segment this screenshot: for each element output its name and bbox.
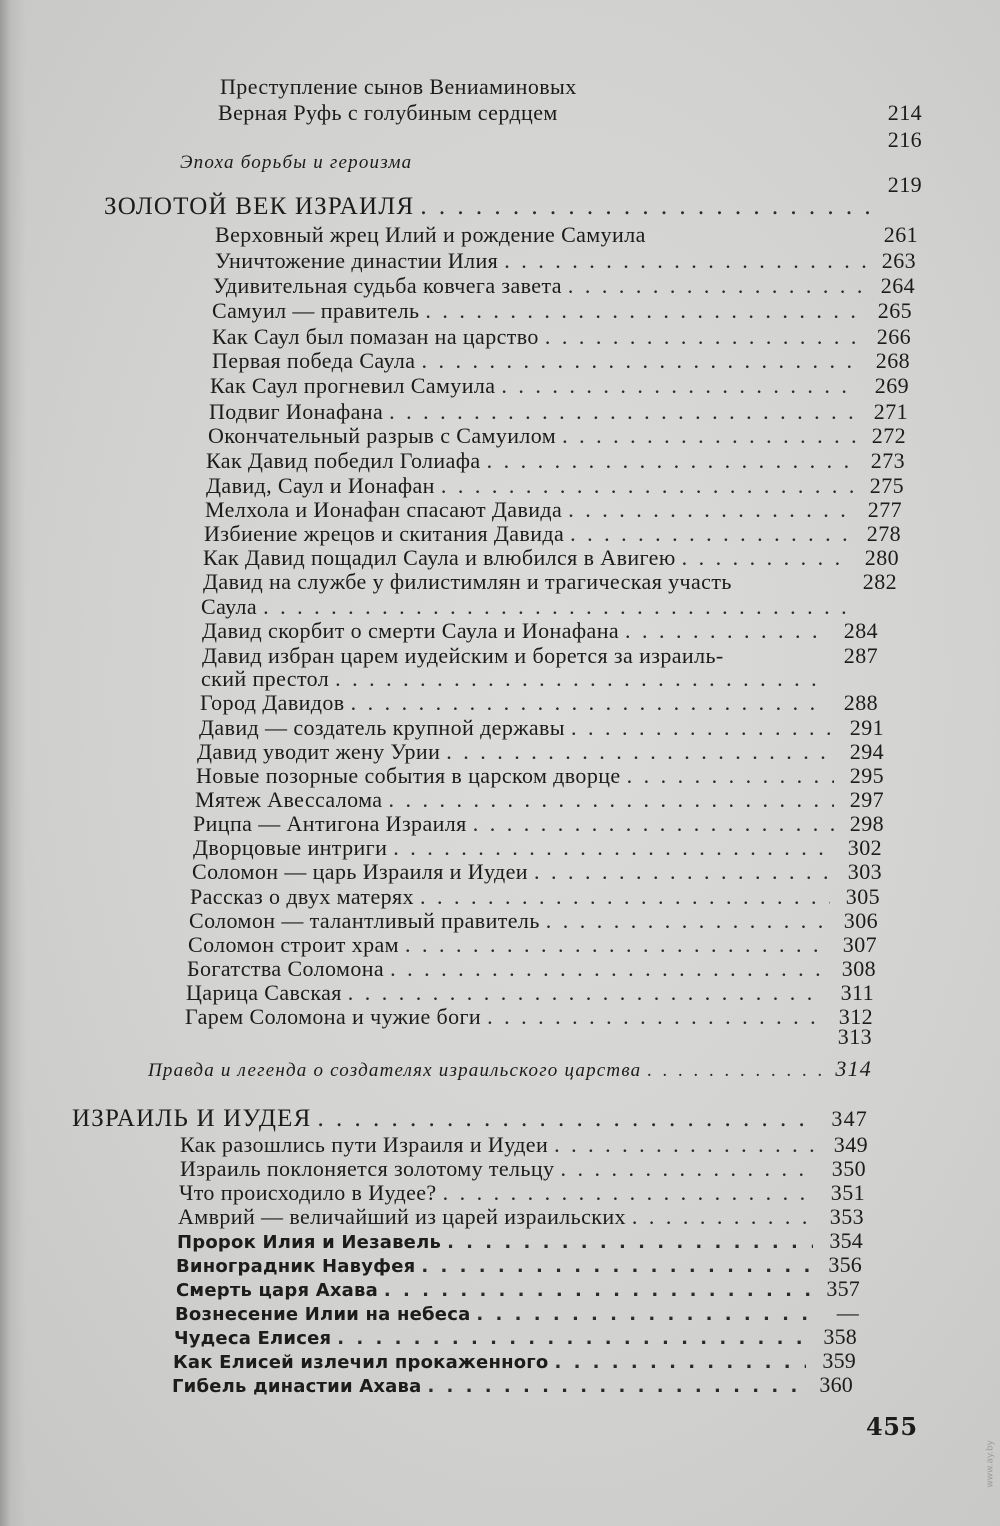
leader-dots [393,835,832,861]
leader-dots [627,763,834,789]
toc-entry-page: 214 [887,100,922,125]
toc-entry [192,859,882,885]
toc-entry-page: 359 [822,1348,856,1373]
leader-dots [534,859,832,885]
leader-dots [421,348,860,374]
toc-entry-page: 273 [870,448,905,473]
toc-entry-title: Давид уводит жену Урии [197,739,441,764]
toc-entry-page: 307 [842,932,877,957]
toc-entry-title: ский престол [201,666,330,691]
toc-entry [200,690,878,716]
leader-dots [348,980,824,1006]
toc-entry-page: 216 [887,127,922,152]
toc-entry-title: Мелхола и Ионафан спасают Давида [205,497,563,522]
leader-dots [351,690,828,716]
toc-entry [199,715,884,741]
toc-entry-title: Подвиг Ионафана [209,399,384,424]
toc-entry [204,521,901,547]
toc-entry-page: 298 [849,811,884,836]
leader-dots [427,1374,803,1400]
toc-entry-page: 358 [823,1324,857,1349]
toc-entry [218,100,922,126]
leader-dots [504,248,866,274]
toc-entry [212,298,912,324]
toc-entry-page: 266 [876,324,911,349]
toc-entry-page: 350 [831,1156,866,1181]
toc-entry-title: Виноградник Навуфея [176,1256,416,1277]
toc-entry [212,348,910,374]
toc-entry-page: 288 [843,690,878,715]
toc-entry [197,739,884,765]
toc-entry-page: 261 [883,222,918,247]
leader-dots [625,618,828,644]
toc-entry-title: Как Давид победил Голиафа [206,448,481,473]
leader-dots [388,787,834,813]
toc-entry-page: 357 [826,1276,860,1301]
toc-entry [180,1156,866,1182]
toc-entry-title: Что происходило в Иудее? [179,1180,437,1205]
leader-dots [632,1204,814,1230]
toc-entry-title: Израиль поклоняется золотому тельцу [180,1156,555,1181]
toc-entry-page: 305 [845,884,880,909]
toc-entry-title: Правда и легенда о создателях израильского царства [148,1060,642,1081]
toc-entry-page: 264 [880,273,915,298]
toc-entry-page: 284 [843,618,878,643]
toc-entry-title: Как Елисей излечил прокаженного [173,1352,549,1373]
toc-entry-title: Богатства Соломона [187,956,385,981]
toc-entry-title: Царица Савская [186,980,342,1005]
toc-entry [209,399,908,425]
toc-summary-entry [148,1056,872,1084]
toc-entry-title: Чудеса Елисея [174,1328,332,1349]
toc-entry-title: Давид скорбит о смерти Саула и Ионафана [202,618,620,643]
toc-entry-page: 271 [873,399,908,424]
leader-dots [335,666,828,692]
toc-entry-title: Дворцовые интриги [193,835,388,860]
toc-entry [172,1372,853,1400]
toc-entry-page: 311 [840,980,874,1005]
toc-entry [187,956,876,982]
toc-entry-title: Вознесение Илии на небеса [175,1304,471,1325]
toc-entry [185,1024,872,1050]
leader-dots [568,497,852,523]
leader-dots [545,324,861,350]
toc-entry-title: Соломон — царь Израиля и Иудеи [192,859,528,884]
toc-entry-title: Преступление сынов Вениаминовых [220,74,577,99]
toc-entry-page: 278 [866,521,901,546]
toc-entry-title: Гарем Соломона и чужие боги [185,1004,482,1029]
toc-entry [202,618,878,644]
toc-entry-page: 280 [864,545,899,570]
toc-entry-page: 306 [843,908,878,933]
toc-entry-title: Как разошлись пути Израиля и Иудеи [180,1132,549,1157]
toc-entry [178,1204,864,1230]
leader-dots [420,884,830,910]
toc-entry-page: 314 [835,1056,872,1081]
toc-entry-title: Удивительная судьба ковчега завета [213,273,562,298]
toc-entry-page: 360 [819,1372,853,1397]
toc-entry [203,569,897,595]
toc-entry-page: 295 [849,763,884,788]
leader-dots [546,908,828,934]
leader-dots [390,956,826,982]
toc-part-heading [72,1106,868,1132]
toc-entry-page: 303 [847,859,882,884]
toc-entry-title: Верховный жрец Илий и рождение Самуила [215,222,646,247]
toc-entry-title: Город Давидов [200,690,345,715]
toc-entry [206,448,905,474]
leader-dots [317,1106,818,1132]
toc-entry-title: Давид избран царем иудейским и борется за израиль- [202,643,724,668]
toc-entry-title: Рицпа — Антигона Израиля [193,811,467,836]
toc-entry [215,248,916,274]
toc-entry-page: 277 [867,497,902,522]
toc-entry [186,980,874,1006]
toc-entry-title: Мятеж Авессалома [195,787,383,812]
toc-entry-page: 351 [830,1180,865,1205]
toc-entry-title: Новые позорные события в царском дворце [196,763,621,788]
toc-entry-page: 312 [838,1004,873,1029]
toc-entry-title: Соломон — талантливый правитель [189,908,540,933]
toc-entry-title: Как Саул был помазан на царство [212,324,539,349]
leader-dots [501,373,859,399]
toc-entry-page: 219 [887,172,922,197]
toc-entry [201,594,897,620]
toc-entry-title: ИЗРАИЛЬ И ИУДЕЯ [72,1105,312,1132]
toc-entry-title: Смерть царя Ахава [176,1280,378,1301]
toc-entry [195,787,884,813]
toc-entry-title: Как Давид пощадил Саула и влюбился в Авигею [203,545,676,570]
leader-dots [571,715,834,741]
leader-dots [682,545,849,571]
toc-entry-title: Давид, Саул и Ионафан [206,473,435,498]
leader-dots [487,448,855,474]
toc-entry [179,1180,865,1206]
leader-dots [425,298,862,324]
toc-entry-title: Верная Руфь с голубиным сердцем [218,100,558,125]
toc-entry-page: 268 [875,348,910,373]
toc-entry-title: Давид — создатель крупной державы [199,715,565,740]
toc-entry [196,763,884,789]
leader-dots [443,1180,815,1206]
toc-entry [210,373,909,399]
leader-dots [389,399,858,425]
toc-entry-title: Пророк Илия и Иезавель [177,1232,442,1253]
toc-entry-page: 356 [828,1252,862,1277]
leader-dots [570,521,851,547]
toc-entry-title: Давид на службе у филистимлян и трагическая участь [203,569,732,594]
leader-dots [405,932,827,958]
leader-dots [420,194,872,220]
toc-entry-page: 302 [847,835,882,860]
toc-entry-page: 275 [869,473,904,498]
toc-entry [188,932,877,958]
toc-entry-title: Первая победа Саула [212,348,416,373]
toc-entry-title: Окончательный разрыв с Самуилом [208,423,557,448]
page-number: 455 [866,1412,918,1441]
toc-entry-page: 265 [877,298,912,323]
toc-entry-page: 349 [833,1132,868,1157]
toc-entry [189,908,878,934]
toc-entry-title: Уничтожение династии Илия [215,248,499,273]
toc-entry-page: — [836,1300,859,1325]
leader-dots [473,811,834,837]
toc-entry-page: 287 [843,643,878,668]
toc-entry [193,835,882,861]
toc-entry-page: 263 [881,248,916,273]
toc-entry-page: 294 [849,739,884,764]
toc-entry [205,497,902,523]
toc-entry [208,423,906,449]
leader-dots [560,1156,816,1182]
toc-entry-title: Соломон строит храм [188,932,399,957]
toc-entry [212,324,911,350]
toc-entry [193,811,884,837]
watermark-text: www.ay.by [986,1440,996,1488]
toc-entry [213,273,915,299]
leader-dots [562,423,856,449]
toc-entry [215,222,918,248]
toc-entry-page: 347 [831,1106,868,1131]
toc-entry-page: 269 [874,373,909,398]
toc-entry-page: 291 [849,715,884,740]
toc-part-heading [104,194,922,220]
toc-entry-page: 272 [871,423,906,448]
toc-entry [201,666,878,692]
toc-entry-page: 353 [829,1204,864,1229]
leader-dots [441,473,854,499]
toc-entry [203,545,899,571]
toc-entry-page: 354 [829,1228,863,1253]
toc-entry [180,1132,868,1158]
toc-entry-page: 313 [837,1024,872,1049]
toc-entry-title: ЗОЛОТОЙ ВЕК ИЗРАИЛЯ [104,193,415,220]
toc-entry-page: 297 [849,787,884,812]
leader-dots [647,1058,822,1084]
toc-entry-title: Избиение жрецов и скитания Давида [204,521,565,546]
toc-entry-title: Эпоха борьбы и героизма [180,152,413,173]
toc-entry-title: Как Саул прогневил Самуила [210,373,496,398]
leader-dots [446,739,834,765]
toc-entry-page: 308 [841,956,876,981]
leader-dots [554,1132,818,1158]
leader-dots [568,273,865,299]
toc-entry-title: Гибель династии Ахава [172,1376,422,1397]
toc-entry [206,473,904,499]
toc-entry [220,74,922,100]
toc-entry-page: 282 [862,569,897,594]
toc-entry-title: Амврий — величайший из царей израильских [178,1204,626,1229]
toc-entry-title: Саула [201,594,258,619]
toc-entry-title: Самуил — правитель [212,298,420,323]
toc-entry [190,884,880,910]
toc-entry-title: Рассказ о двух матерях [190,884,414,909]
leader-dots [263,594,847,620]
